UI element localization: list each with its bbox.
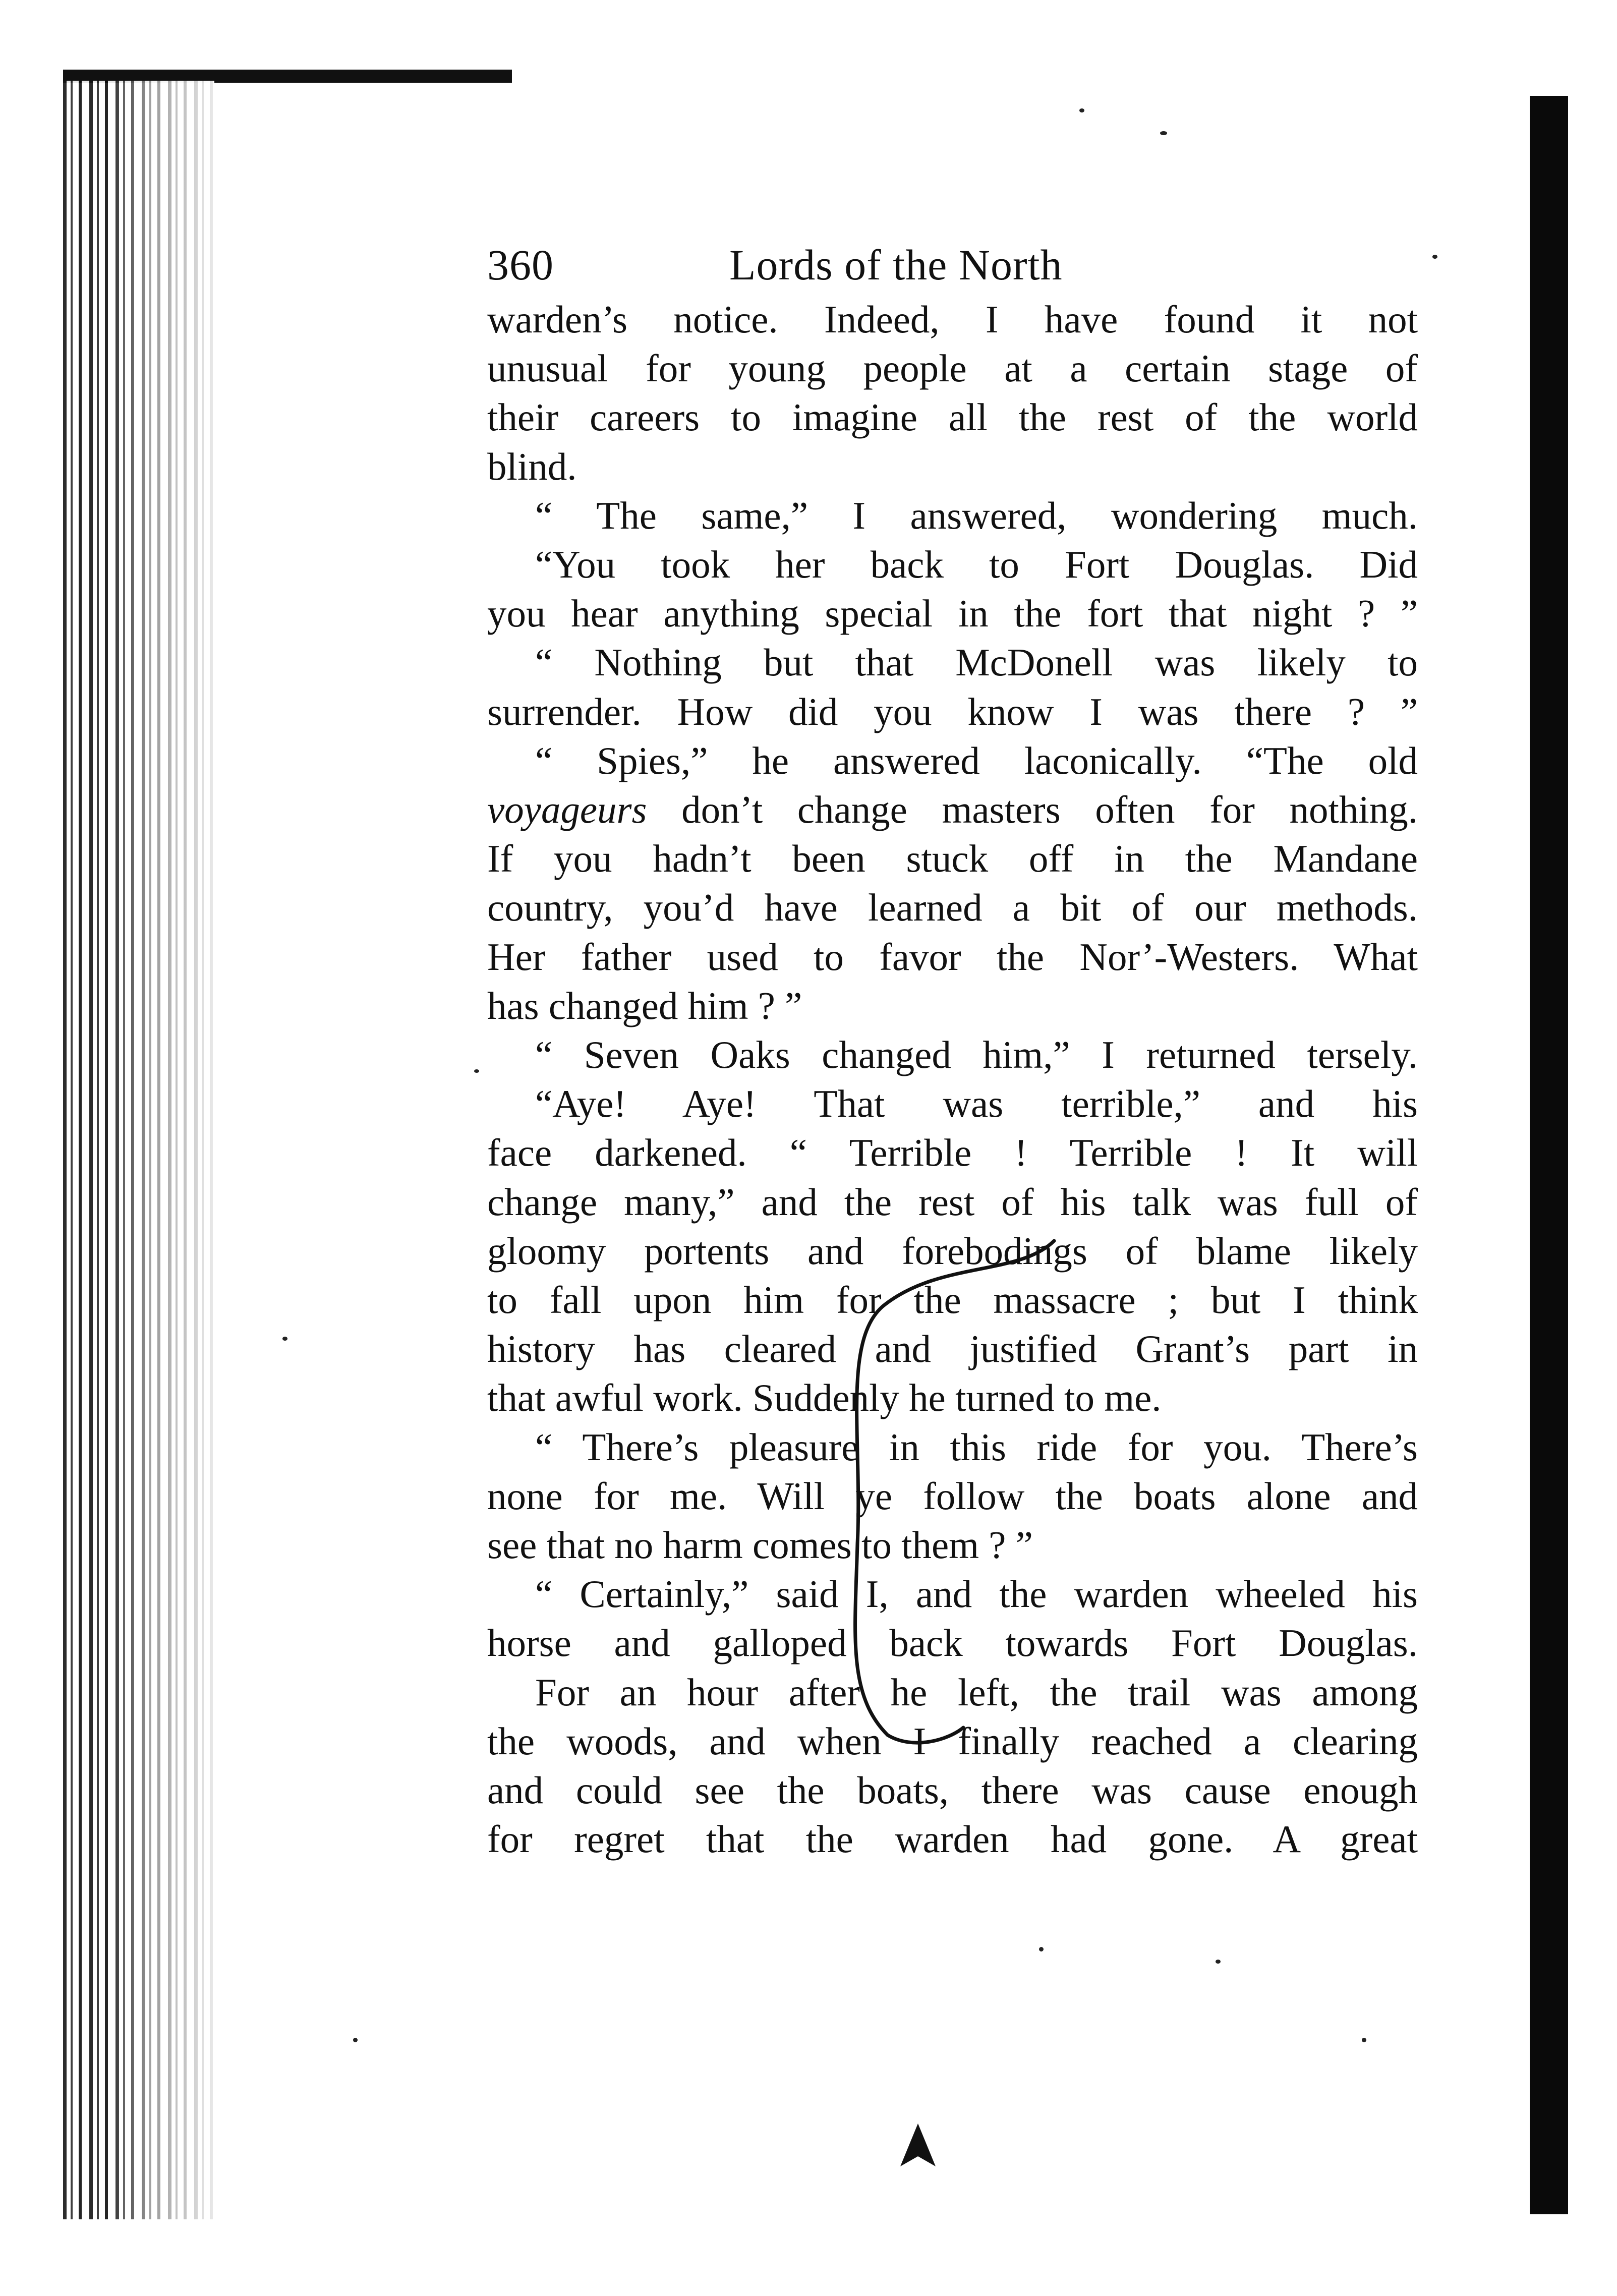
text-line: the woods, and when I finally reached a clearing	[487, 1719, 1418, 1763]
text-line: Her father used to favor the Nor’-Westers. What	[487, 935, 1418, 979]
printer-ornament	[893, 2121, 943, 2171]
speck	[1216, 1960, 1221, 1964]
text-line: history has cleared and justified Grant’s part in	[487, 1327, 1418, 1371]
text-line: to fall upon him for the massacre ; but I think	[487, 1278, 1418, 1322]
text-line: “ The same,” I answered, wondering much.	[535, 493, 1418, 537]
running-title: Lords of the North	[729, 241, 1063, 289]
text-line: you hear anything special in the fort that night ? ”	[487, 592, 1418, 636]
speck	[282, 1337, 287, 1341]
text-line: warden’s notice. Indeed, I have found it not	[487, 298, 1418, 341]
speck	[1432, 255, 1437, 259]
text-line: change many,” and the rest of his talk was full of	[487, 1180, 1418, 1224]
pencil-annotation	[827, 1231, 1079, 1750]
speck	[1039, 1947, 1044, 1951]
text-line: has changed him ? ”	[487, 984, 802, 1027]
italic-word: voyageurs	[487, 788, 647, 832]
scan-edge-left-fade	[63, 81, 214, 2219]
text-line: “Aye! Aye! That was terrible,” and his	[535, 1082, 1418, 1126]
text-line	[487, 785, 1418, 834]
text-line: “You took her back to Fort Douglas. Did	[535, 543, 1418, 587]
text-line: “ Spies,” he answered laconically. “The old	[535, 738, 1418, 782]
text-line: horse and galloped back towards Fort Douglas.	[487, 1621, 1418, 1665]
text-line: face darkened. “ Terrible ! Terrible ! It will	[487, 1131, 1418, 1175]
speck	[1079, 108, 1084, 112]
text-line: gloomy portents and forebodings of blame likely	[487, 1229, 1418, 1273]
text-line: For an hour after he left, the trail was among	[535, 1670, 1418, 1714]
text-line: “ Nothing but that McDonell was likely to	[535, 641, 1418, 684]
text-line: If you hadn’t been stuck off in the Mandane	[487, 837, 1418, 881]
text-line: see that no harm comes to them ? ”	[487, 1523, 1033, 1567]
text-line: and could see the boats, there was cause enough	[487, 1768, 1418, 1812]
running-head	[487, 240, 1418, 295]
speck	[353, 2038, 358, 2042]
speck	[1362, 2038, 1366, 2042]
text-line: “ Certainly,” said I, and the warden wheeled his	[535, 1572, 1418, 1616]
page-number: 360	[487, 241, 554, 289]
text-line: country, you’d have learned a bit of our methods.	[487, 886, 1418, 930]
text-line: their careers to imagine all the rest of the world	[487, 395, 1418, 439]
speck	[474, 1069, 479, 1073]
text-line: none for me. Will ye follow the boats alone and	[487, 1474, 1418, 1518]
text-line-rest: don’t change masters often for nothing.	[681, 788, 1418, 832]
scan-edge-right	[1530, 96, 1568, 2214]
text-line: blind.	[487, 444, 577, 488]
text-line: “ There’s pleasure in this ride for you. There’s	[535, 1425, 1418, 1469]
text-line: surrender. How did you know I was there ? ”	[487, 690, 1418, 733]
text-line: that awful work. Suddenly he turned to me.	[487, 1376, 1162, 1420]
text-line: unusual for young people at a certain stage of	[487, 347, 1418, 390]
speck	[1160, 131, 1167, 135]
text-line: for regret that the warden had gone. A great	[487, 1817, 1418, 1861]
text-line: “ Seven Oaks changed him,” I returned tersely.	[535, 1033, 1418, 1077]
